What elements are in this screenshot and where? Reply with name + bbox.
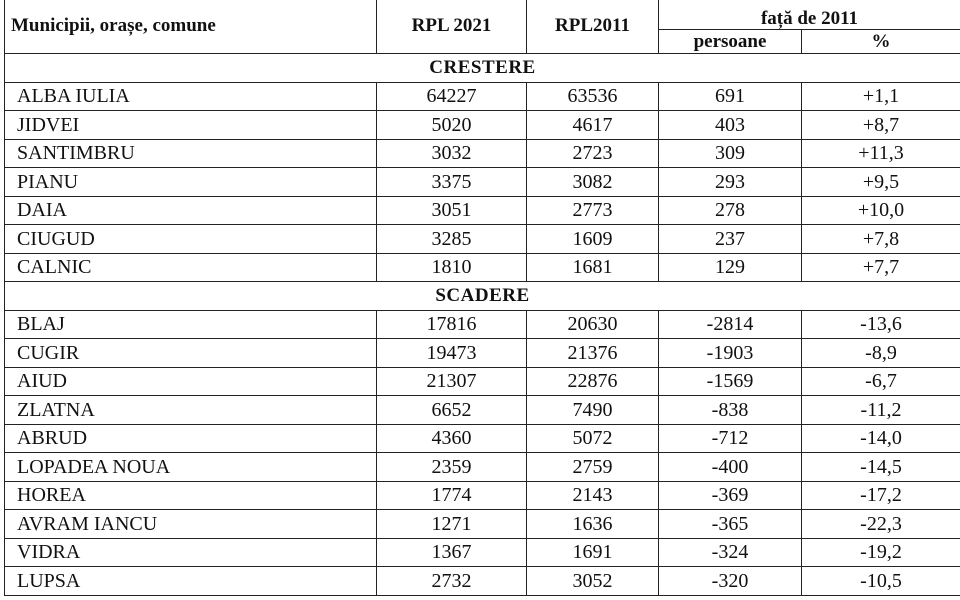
table-row	[5, 310, 960, 339]
persons-diff-cell: -1903	[659, 339, 802, 368]
municipality-cell: CUGIR	[5, 339, 377, 368]
persons-diff-cell: 293	[659, 168, 802, 197]
percent-diff-cell: +9,5	[802, 168, 960, 197]
rpl-2021-cell: 3375	[377, 168, 527, 197]
section-title: SCADERE	[5, 282, 960, 311]
rpl-2021-cell: 6652	[377, 396, 527, 425]
persons-diff-cell: 691	[659, 82, 802, 111]
rpl-2011-cell: 4617	[527, 111, 659, 140]
rpl-2011-cell: 1691	[527, 538, 659, 567]
table-row	[5, 538, 960, 567]
rpl-2021-cell: 1810	[377, 253, 527, 282]
percent-diff-cell: -17,2	[802, 481, 960, 510]
table-row	[5, 510, 960, 539]
section-row	[5, 282, 960, 311]
table-row	[5, 253, 960, 282]
municipality-cell: AIUD	[5, 367, 377, 396]
header-percent: %	[802, 30, 960, 54]
table-row	[5, 567, 960, 596]
municipality-cell: LOPADEA NOUA	[5, 453, 377, 482]
rpl-2011-cell: 3082	[527, 168, 659, 197]
municipality-cell: ABRUD	[5, 424, 377, 453]
rpl-2011-cell: 1636	[527, 510, 659, 539]
persons-diff-cell: 403	[659, 111, 802, 140]
rpl-2011-cell: 5072	[527, 424, 659, 453]
percent-diff-cell: -6,7	[802, 367, 960, 396]
percent-diff-cell: -14,5	[802, 453, 960, 482]
persons-diff-cell: -320	[659, 567, 802, 596]
header-difference: față de 2011	[659, 0, 960, 30]
rpl-2021-cell: 3032	[377, 139, 527, 168]
percent-diff-cell: -22,3	[802, 510, 960, 539]
municipality-cell: CIUGUD	[5, 225, 377, 254]
rpl-2011-cell: 1681	[527, 253, 659, 282]
table-row	[5, 339, 960, 368]
municipality-cell: SANTIMBRU	[5, 139, 377, 168]
municipality-cell: DAIA	[5, 196, 377, 225]
persons-diff-cell: -2814	[659, 310, 802, 339]
persons-diff-cell: -400	[659, 453, 802, 482]
header-rpl-2021: RPL 2021	[377, 0, 527, 54]
header-persons: persoane	[659, 30, 802, 54]
persons-diff-cell: -1569	[659, 367, 802, 396]
rpl-2021-cell: 21307	[377, 367, 527, 396]
persons-diff-cell: 278	[659, 196, 802, 225]
percent-diff-cell: -10,5	[802, 567, 960, 596]
table-body	[5, 54, 960, 596]
section-title: CRESTERE	[5, 54, 960, 83]
table-row	[5, 82, 960, 111]
section-row	[5, 54, 960, 83]
persons-diff-cell: -712	[659, 424, 802, 453]
rpl-2011-cell: 1609	[527, 225, 659, 254]
rpl-2021-cell: 1367	[377, 538, 527, 567]
rpl-2021-cell: 3285	[377, 225, 527, 254]
rpl-2021-cell: 3051	[377, 196, 527, 225]
table-row	[5, 367, 960, 396]
municipality-cell: ALBA IULIA	[5, 82, 377, 111]
persons-diff-cell: -838	[659, 396, 802, 425]
percent-diff-cell: -11,2	[802, 396, 960, 425]
rpl-2011-cell: 21376	[527, 339, 659, 368]
rpl-2011-cell: 20630	[527, 310, 659, 339]
rpl-2011-cell: 3052	[527, 567, 659, 596]
rpl-2021-cell: 1271	[377, 510, 527, 539]
table-row	[5, 225, 960, 254]
table-row	[5, 453, 960, 482]
municipality-cell: PIANU	[5, 168, 377, 197]
rpl-2011-cell: 2143	[527, 481, 659, 510]
table-row	[5, 168, 960, 197]
municipality-cell: VIDRA	[5, 538, 377, 567]
persons-diff-cell: 309	[659, 139, 802, 168]
percent-diff-cell: +11,3	[802, 139, 960, 168]
municipality-cell: JIDVEI	[5, 111, 377, 140]
municipality-cell: ZLATNA	[5, 396, 377, 425]
municipality-cell: HOREA	[5, 481, 377, 510]
percent-diff-cell: -19,2	[802, 538, 960, 567]
persons-diff-cell: 237	[659, 225, 802, 254]
table-row	[5, 111, 960, 140]
header-municipality: Municipii, orașe, comune	[5, 0, 377, 54]
percent-diff-cell: +8,7	[802, 111, 960, 140]
rpl-2021-cell: 64227	[377, 82, 527, 111]
municipality-cell: LUPSA	[5, 567, 377, 596]
table-row	[5, 396, 960, 425]
percent-diff-cell: -13,6	[802, 310, 960, 339]
municipality-cell: BLAJ	[5, 310, 377, 339]
rpl-2021-cell: 5020	[377, 111, 527, 140]
rpl-2021-cell: 2359	[377, 453, 527, 482]
rpl-2011-cell: 2723	[527, 139, 659, 168]
table-row	[5, 481, 960, 510]
rpl-2011-cell: 2759	[527, 453, 659, 482]
table-row	[5, 139, 960, 168]
persons-diff-cell: -369	[659, 481, 802, 510]
header-rpl-2011: RPL2011	[527, 0, 659, 54]
persons-diff-cell: -324	[659, 538, 802, 567]
percent-diff-cell: +1,1	[802, 82, 960, 111]
municipality-cell: AVRAM IANCU	[5, 510, 377, 539]
population-table	[4, 0, 960, 596]
rpl-2021-cell: 17816	[377, 310, 527, 339]
percent-diff-cell: -8,9	[802, 339, 960, 368]
percent-diff-cell: +7,7	[802, 253, 960, 282]
municipality-cell: CALNIC	[5, 253, 377, 282]
table-row	[5, 424, 960, 453]
rpl-2021-cell: 4360	[377, 424, 527, 453]
rpl-2011-cell: 63536	[527, 82, 659, 111]
rpl-2011-cell: 2773	[527, 196, 659, 225]
table-row	[5, 196, 960, 225]
percent-diff-cell: -14,0	[802, 424, 960, 453]
rpl-2011-cell: 22876	[527, 367, 659, 396]
rpl-2021-cell: 19473	[377, 339, 527, 368]
percent-diff-cell: +10,0	[802, 196, 960, 225]
rpl-2011-cell: 7490	[527, 396, 659, 425]
rpl-2021-cell: 2732	[377, 567, 527, 596]
percent-diff-cell: +7,8	[802, 225, 960, 254]
persons-diff-cell: 129	[659, 253, 802, 282]
persons-diff-cell: -365	[659, 510, 802, 539]
rpl-2021-cell: 1774	[377, 481, 527, 510]
